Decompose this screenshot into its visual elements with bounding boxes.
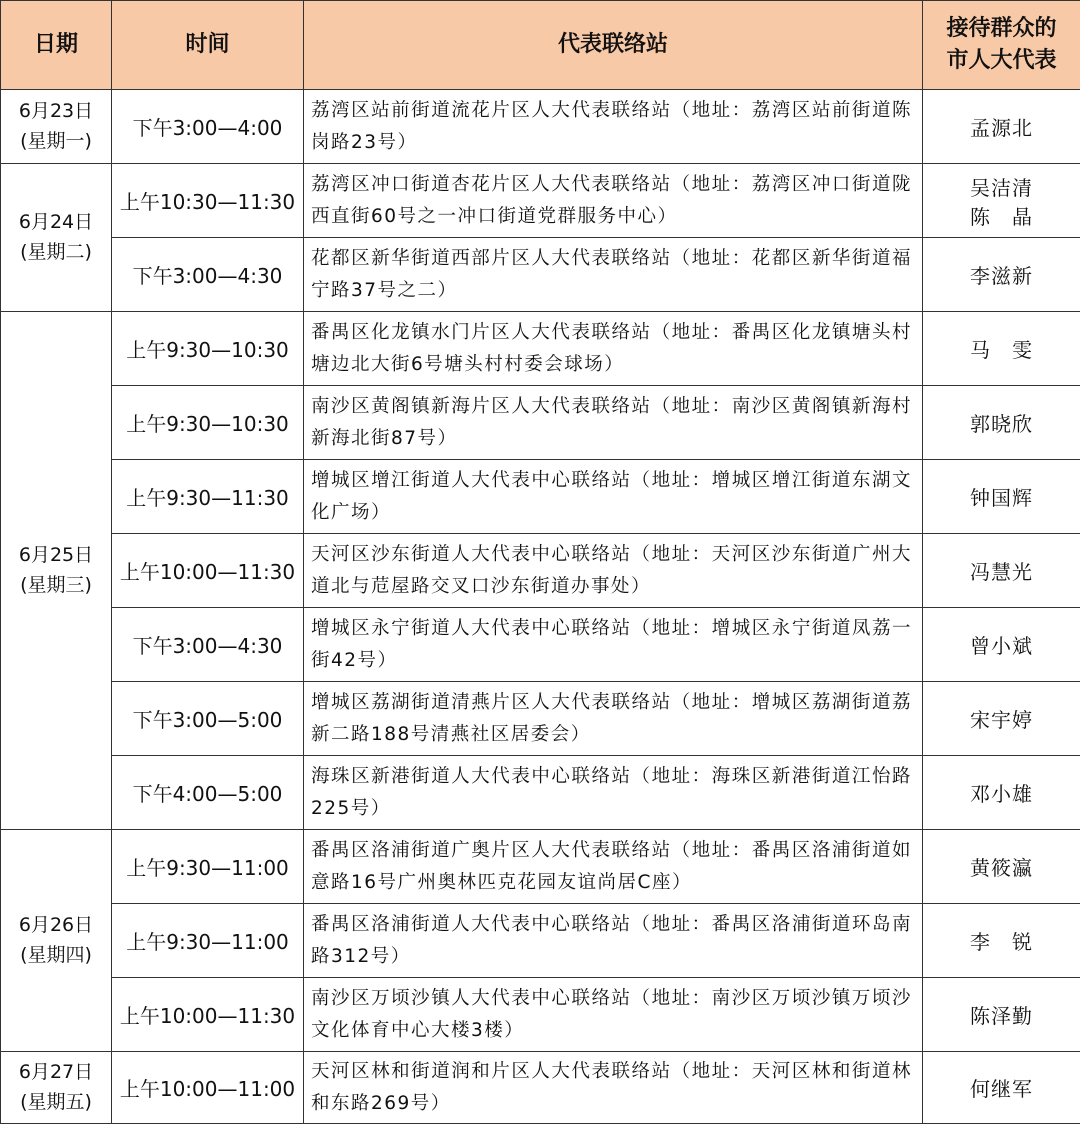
station-cell: 海珠区新港街道人大代表中心联络站（地址：海珠区新港街道江怡路225号） [304,756,923,830]
time-cell: 上午10:00—11:30 [112,534,304,608]
table-row [1,978,1080,1052]
time-cell: 下午3:00—4:00 [112,90,304,164]
representative-cell [923,90,1080,164]
station-cell: 花都区新华街道西部片区人大代表联络站（地址：花都区新华街道福宁路37号之二） [304,238,923,312]
time-cell: 下午4:00—5:00 [112,756,304,830]
representative-cell [923,756,1080,830]
date-weekday: (星期五) [20,1090,92,1113]
time-cell: 上午10:00—11:30 [112,978,304,1052]
representative-name: 陈泽勤 [970,1004,1033,1028]
representative-name: 何继军 [970,1077,1033,1101]
representative-cell [923,978,1080,1052]
representative-name: 曾小斌 [970,634,1033,658]
table-row [1,830,1080,904]
representative-name: 郭晓欣 [970,412,1033,436]
station-cell: 南沙区万顷沙镇人大代表中心联络站（地址：南沙区万顷沙镇万顷沙文化体育中心大楼3楼） [304,978,923,1052]
station-cell: 荔湾区冲口街道杏花片区人大代表联络站（地址：荔湾区冲口街道陇西直街60号之一冲口街道党群服务中心） [304,164,923,238]
station-cell: 番禺区洛浦街道人大代表中心联络站（地址：番禺区洛浦街道环岛南路312号） [304,904,923,978]
date-weekday: (星期一) [20,129,92,152]
station-cell: 增城区增江街道人大代表中心联络站（地址：增城区增江街道东湖文化广场） [304,460,923,534]
representative-name: 钟国辉 [970,486,1033,510]
station-cell: 番禺区化龙镇水门片区人大代表联络站（地址：番禺区化龙镇塘头村塘边北大街6号塘头村村委会球场） [304,312,923,386]
time-cell: 上午9:30—11:00 [112,904,304,978]
station-cell: 增城区永宁街道人大代表中心联络站（地址：增城区永宁街道凤荔一街42号） [304,608,923,682]
table-row [1,682,1080,756]
date-cell [1,312,112,830]
station-cell: 荔湾区站前街道流花片区人大代表联络站（地址：荔湾区站前街道陈岗路23号） [304,90,923,164]
representative-name: 吴洁清 [970,175,1033,200]
time-cell: 下午3:00—4:30 [112,238,304,312]
date-weekday: (星期二) [20,240,92,263]
header-representative-line2: 市人大代表 [946,48,1057,73]
representative-name: 李 锐 [970,930,1033,954]
date-weekday: (星期三) [20,573,92,596]
date-cell [1,164,112,312]
table-header [1,1,1080,90]
table-row [1,238,1080,312]
representative-cell [923,904,1080,978]
date-cell [1,90,112,164]
date-weekday: (星期四) [20,943,92,966]
representative-name: 黄筱瀛 [970,856,1033,880]
representative-name: 马 雯 [970,338,1033,362]
station-cell: 增城区荔湖街道清燕片区人大代表联络站（地址：增城区荔湖街道荔新二路188号清燕社区居委会） [304,682,923,756]
station-cell: 番禺区洛浦街道广奥片区人大代表联络站（地址：番禺区洛浦街道如意路16号广州奥林匹克花园友谊尚居C座） [304,830,923,904]
representative-cell [923,164,1080,238]
representative-name: 冯慧光 [970,560,1033,584]
time-cell: 上午9:30—11:00 [112,830,304,904]
header-date: 日期 [1,1,112,90]
table-row [1,164,1080,238]
representative-name: 孟源北 [970,116,1033,140]
station-cell: 南沙区黄阁镇新海片区人大代表联络站（地址：南沙区黄阁镇新海村新海北街87号） [304,386,923,460]
table-row [1,90,1080,164]
representative-name: 邓小雄 [970,782,1033,806]
representative-cell [923,608,1080,682]
time-cell: 下午3:00—4:30 [112,608,304,682]
date-day: 6月27日 [18,1061,94,1084]
representative-cell [923,682,1080,756]
table-row [1,756,1080,830]
header-representative-line1: 接待群众的 [946,16,1057,42]
time-cell: 上午9:30—11:30 [112,460,304,534]
representative-cell [923,830,1080,904]
representative-name: 李滋新 [970,264,1033,288]
date-day: 6月23日 [18,100,94,123]
representative-cell [923,460,1080,534]
representative-cell [923,1052,1080,1124]
table-row [1,386,1080,460]
table-row [1,312,1080,386]
time-cell: 下午3:00—5:00 [112,682,304,756]
representative-cell [923,534,1080,608]
header-time: 时间 [112,1,304,90]
date-day: 6月26日 [18,914,94,937]
table-row [1,460,1080,534]
representative-cell [923,386,1080,460]
table-row [1,534,1080,608]
representative-name: 陈 晶 [970,204,1033,229]
table-row [1,1052,1080,1124]
table-row [1,608,1080,682]
date-day: 6月24日 [18,211,94,234]
time-cell: 上午10:00—11:00 [112,1052,304,1124]
date-cell [1,830,112,1052]
table-row [1,904,1080,978]
time-cell: 上午9:30—10:30 [112,312,304,386]
header-station: 代表联络站 [304,1,923,90]
representative-cell [923,312,1080,386]
date-cell [1,1052,112,1124]
time-cell: 上午10:30—11:30 [112,164,304,238]
date-day: 6月25日 [18,544,94,567]
station-cell: 天河区林和街道润和片区人大代表联络站（地址：天河区林和街道林和东路269号） [304,1052,923,1124]
representative-cell [923,238,1080,312]
time-cell: 上午9:30—10:30 [112,386,304,460]
station-cell: 天河区沙东街道人大代表中心联络站（地址：天河区沙东街道广州大道北与苊屋路交叉口沙东街道办事处） [304,534,923,608]
header-representative [923,1,1080,90]
representative-name: 宋宇婷 [970,708,1033,732]
